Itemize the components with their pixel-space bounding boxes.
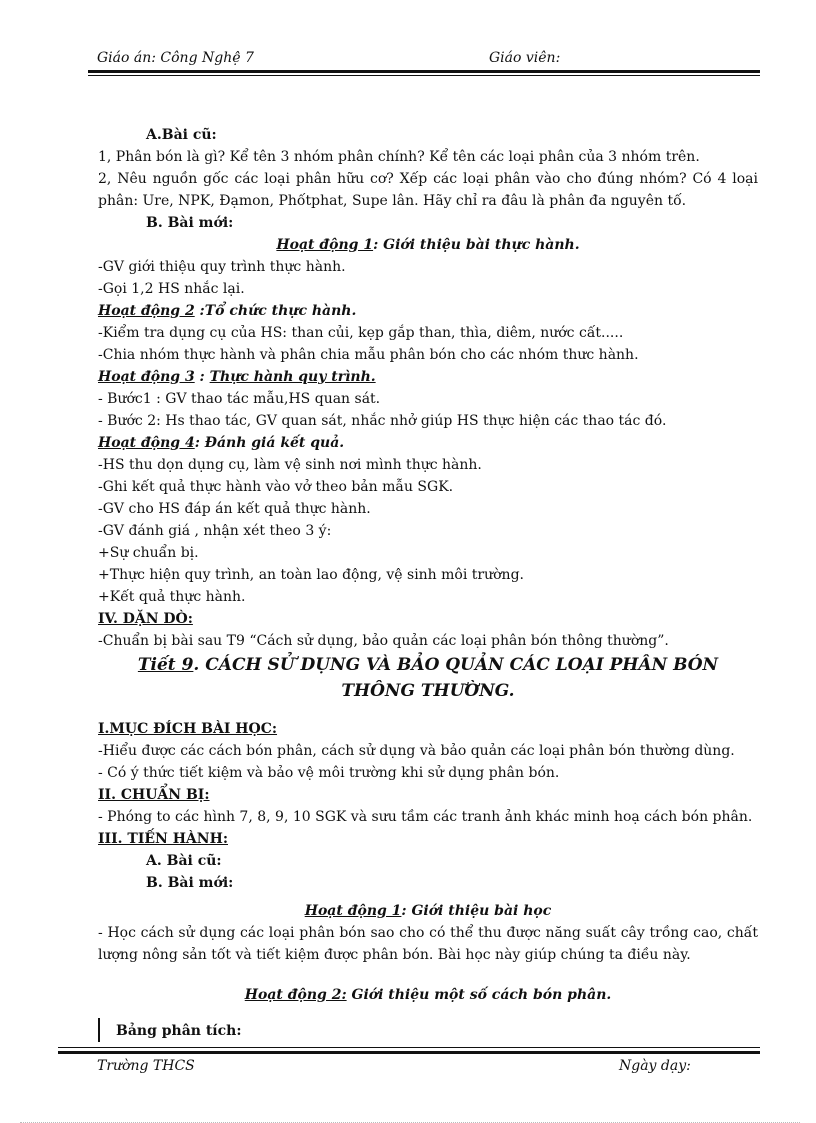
header-teacher: Giáo viên: [489,50,561,66]
activity-2-sep: : [194,303,205,319]
dan-do-heading: IV. DẶN DÒ: [98,611,193,627]
section-3-heading: III. TIẾN HÀNH: [98,831,228,847]
document-body [98,124,758,1042]
lesson-title-line-2: THÔNG THƯỜNG. [341,681,515,701]
lesson-activity-2-heading [98,984,758,1006]
spacer [98,1006,758,1020]
activity-2-heading [98,300,758,322]
section-2-line-1: - Phóng to các hình 7, 8, 9, 10 SGK và sưu tầm các tranh ảnh khác minh hoạ cách bón phân. [98,809,753,825]
activity-4-title: : Đánh giá kết quả. [194,435,345,451]
bai-moi-heading: B. Bài mới: [146,215,234,231]
activity-4-heading [98,432,758,454]
section-3-b: B. Bài mới: [146,875,234,891]
section-1-heading: I.MỤC ĐÍCH BÀI HỌC: [98,721,278,737]
lesson-activity-1-heading [98,900,758,922]
section-2-heading: II. CHUẨN BỊ: [98,787,210,803]
activity-3-heading [98,366,758,388]
activity-1-title: : Giới thiệu bài thực hành. [373,237,580,253]
lesson-activity-2-label: Hoạt động 2: [244,987,347,1003]
footer-rule-thin [58,1047,760,1048]
activity-3-label: Hoạt động 3 [98,369,195,385]
footer-school: Trường THCS [97,1058,195,1074]
lesson-title-line-1: . CÁCH SỬ DỤNG VÀ BẢO QUẢN CÁC LOẠI PHÂN BÓN [193,655,719,675]
activity-1-line-1: -GV giới thiệu quy trình thực hành. [98,259,346,275]
activity-3-line-1: - Bước1 : GV thao tác mẫu,HS quan sát. [98,391,381,407]
analysis-table-text: Bảng phân tích: [116,1023,242,1039]
activity-4-line-5: +Sự chuẩn bị. [98,545,199,561]
activity-1-line-2: -Gọi 1,2 HS nhắc lại. [98,281,245,297]
header-rule-thick [88,70,760,73]
activity-4-line-1: -HS thu dọn dụng cụ, làm vệ sinh nơi mình thực hành. [98,457,482,473]
activity-2-title: Tổ chức thực hành. [204,303,357,319]
activity-4-line-2: -Ghi kết quả thực hành vào vở theo bản mẫu SGK. [98,479,454,495]
lesson-activity-2-title: Giới thiệu một số cách bón phân. [346,987,612,1003]
activity-4-label: Hoạt động 4 [98,435,195,451]
table-border [98,1018,100,1042]
activity-3-sep: : [194,369,210,385]
question-2: 2, Nêu nguồn gốc các loại phân hữu cơ? Xếp các loại phân vào cho đúng nhóm? Có 4 loại phân: Ure, NPK, Đạmon, Phốtphat, Supe lân. Hãy chỉ ra đâu là phân đa nguyên tố. [98,171,758,209]
spacer [98,704,758,718]
activity-1-heading [98,234,758,256]
activity-2-label: Hoạt động 2 [98,303,195,319]
activity-3-title: Thực hành quy trình. [209,369,376,385]
activity-1-label: Hoạt động 1 [276,237,374,253]
section-3-a: A. Bài cũ: [146,853,222,869]
activity-2-line-1: -Kiểm tra dụng cụ của HS: than củi, kẹp gắp than, thìa, diêm, nước cất..... [98,325,624,341]
activity-4-line-3: -GV cho HS đáp án kết quả thực hành. [98,501,371,517]
lesson-activity-1-title: : Giới thiệu bài học [401,903,552,919]
activity-3-line-2: - Bước 2: Hs thao tác, GV quan sát, nhắc nhở giúp HS thực hiện các thao tác đó. [98,413,667,429]
section-1-line-1: -Hiểu được các cách bón phân, cách sử dụng và bảo quản các loại phân bón thường dùng. [98,743,735,759]
activity-4-line-4: -GV đánh giá , nhận xét theo 3 ý: [98,523,332,539]
spacer [98,966,758,984]
activity-4-line-6: +Thực hiện quy trình, an toàn lao động, vệ sinh môi trường. [98,567,524,583]
header-rule-thin [88,75,760,76]
question-1: 1, Phân bón là gì? Kể tên 3 nhóm phân chính? Kể tên các loại phân của 3 nhóm trên. [98,149,700,165]
lesson-number: Tiết 9 [137,655,194,675]
bai-cu-heading: A.Bài cũ: [146,127,217,143]
footer-date: Ngày dạy: [619,1058,691,1074]
activity-4-line-7: +Kết quả thực hành. [98,589,246,605]
activity-2-line-2: -Chia nhóm thực hành và phân chia mẫu phân bón cho các nhóm thưc hành. [98,347,639,363]
lesson-activity-1-label: Hoạt động 1 [304,903,402,919]
header-lesson-plan: Giáo án: Công Nghệ 7 [97,50,254,66]
section-1-line-2: - Có ý thức tiết kiệm và bảo vệ môi trường khi sử dụng phân bón. [98,765,560,781]
footer-rule-thick [58,1051,760,1054]
dan-do-line-1: -Chuẩn bị bài sau T9 “Cách sử dụng, bảo quản các loại phân bón thông thường”. [98,633,669,649]
analysis-table-label [98,1020,758,1042]
lesson-activity-1-line-1: - Học cách sử dụng các loại phân bón sao cho có thể thu được năng suất cây trồng cao, chất lượng nông sản tốt và tiết kiệm được phân bón. Bài học này giúp chúng ta điều này. [98,925,758,963]
lesson-title [98,652,758,704]
